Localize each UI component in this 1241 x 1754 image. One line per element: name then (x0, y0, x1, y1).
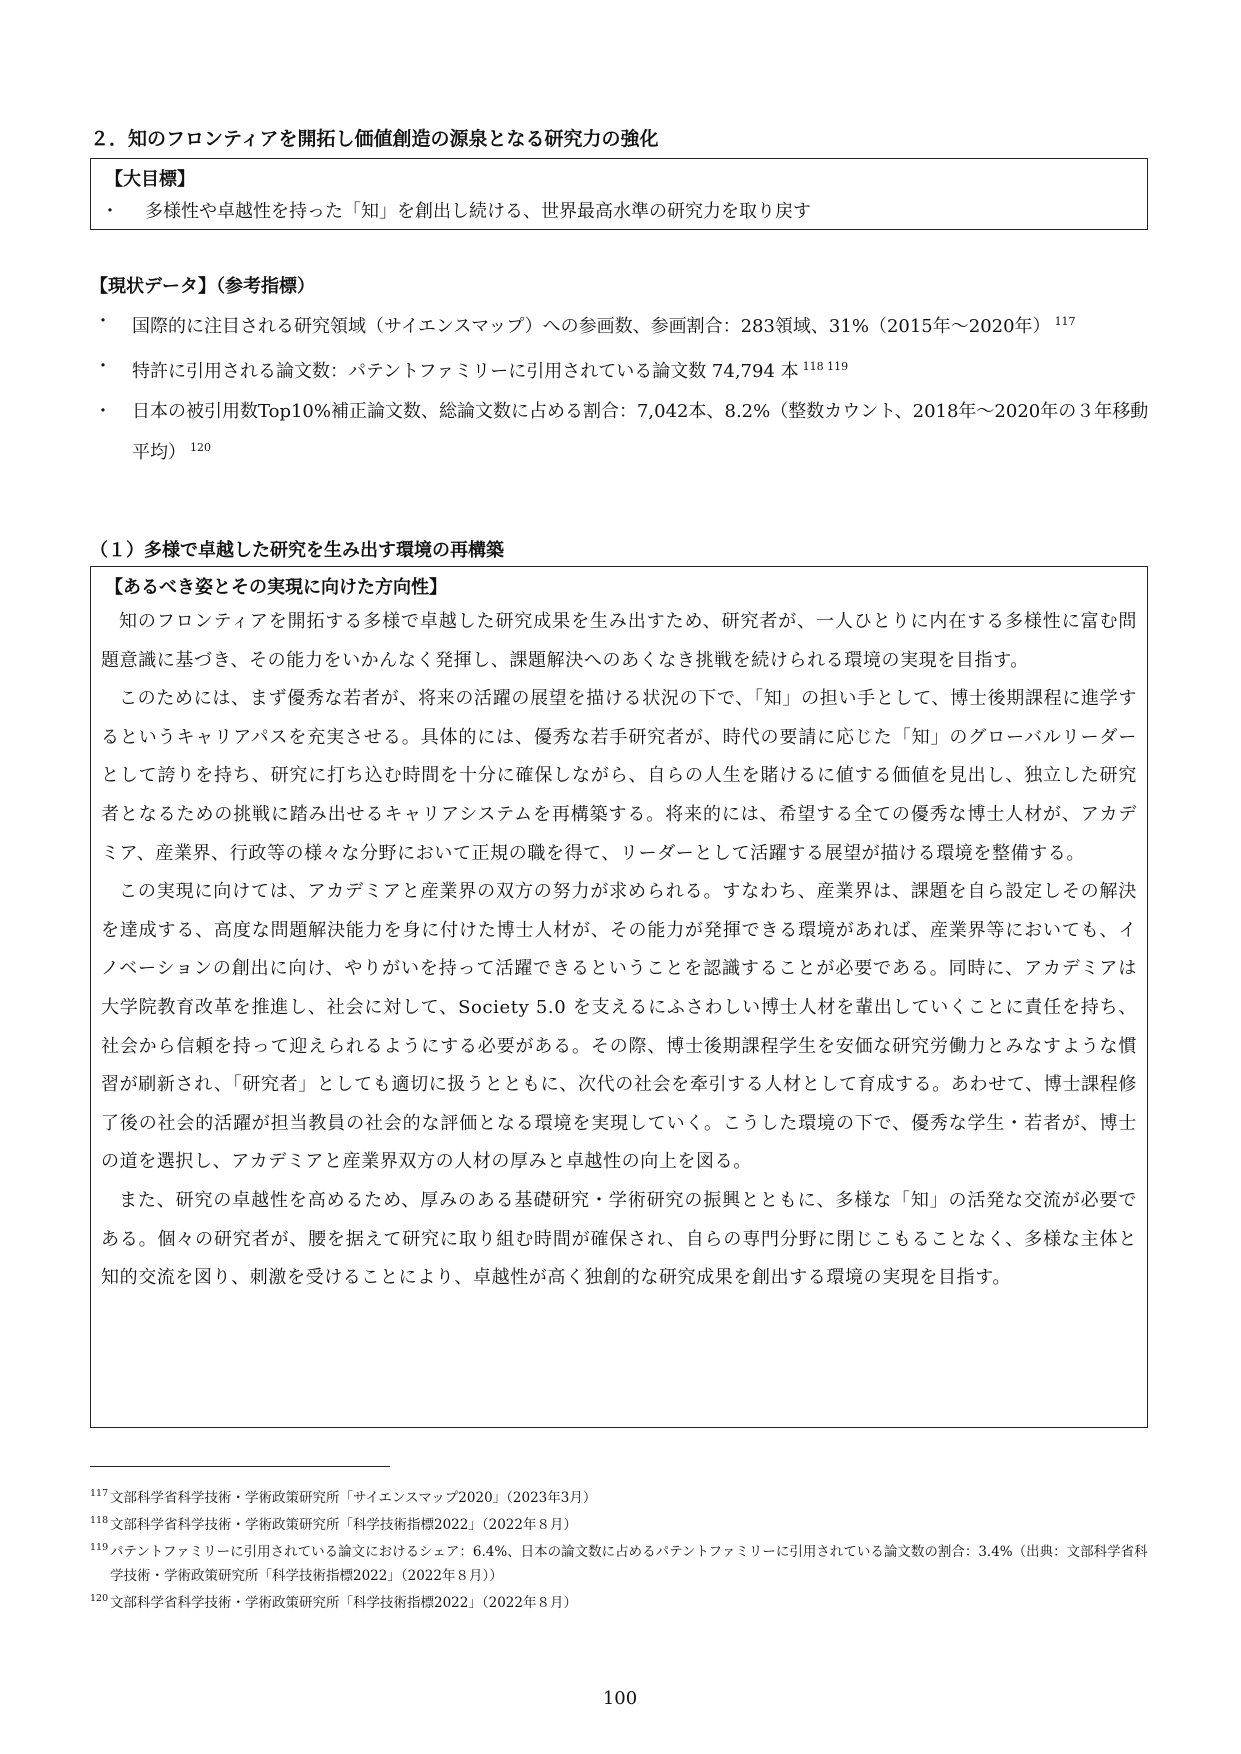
list-item (90, 394, 1150, 471)
list-item-text: 国際的に注目される研究領域（サイエンスマップ）への参画数、参画割合：283領域、31%（2015年〜2020年） (132, 316, 1051, 337)
footnote-number: 118 (90, 1515, 109, 1526)
footnote (90, 1513, 1150, 1537)
footnote-ref[interactable]: 118 119 (802, 360, 849, 373)
footnote-text: 文部科学省科学技術・学術政策研究所「科学技術指標2022」（2022年８月） (110, 1595, 577, 1611)
current-data-list (90, 304, 1150, 475)
footnote-text: 文部科学省科学技術・学術政策研究所「科学技術指標2022」（2022年８月） (110, 1517, 577, 1533)
footnote-ref[interactable]: 117 (1054, 315, 1076, 328)
footnote (90, 1591, 1150, 1615)
footnote-number: 119 (90, 1542, 109, 1553)
footnote (90, 1486, 1150, 1510)
paragraph: このためには、まず優秀な若者が、将来の活躍の展望を描ける状況の下で、「知」の担い手として、博士後期課程に進学するというキャリアパスを充実させる。具体的には、優秀な若手研究者が、時代の要請に応じた「知」のグローバルリーダーとして誇りを持ち、研究に打ち込む時間を十分に確保しながら、自らの人生を賭けるに値する価値を見出し、独立した研究者となるための挑戦に踏み出せるキャリアシステムを再構築する。将来的には、希望する全ての優秀な博士人材が、アカデミア、産業界、行政等の様々な分野において正規の職を得て、リーダーとして活躍する展望が描ける環境を整備する。 (101, 688, 1137, 864)
bullet: ・ (94, 356, 112, 377)
footnote-text: パテントファミリーに引用されている論文におけるシェア：6.4%、日本の論文数に占めるパテントファミリーに引用されている論文数の割合：3.4%（出典：文部科学省科学技術・学術政策研究所「科学技術指標2022」（2022年８月）） (110, 1544, 1148, 1584)
current-data-heading: 【現状データ】（参考指標） (90, 276, 315, 297)
list-item-text: 日本の被引用数Top10%補正論文数、総論文数に占める割合：7,042本、8.2%（整数カウント、2018年〜2020年の３年移動平均） (132, 401, 1149, 463)
vision-box-heading: 【あるべき姿とその実現に向けた方向性】 (105, 577, 447, 598)
bullet: ・ (94, 401, 112, 422)
bullet: ・ (94, 311, 112, 332)
paragraph: この実現に向けては、アカデミアと産業界の双方の努力が求められる。すなわち、産業界は、課題を自ら設定しその解決を達成する、高度な問題解決能力を身に付けた博士人材が、その能力が発揮できる環境があれば、産業界等においても、イノベーションの創出に向け、やりがいを持って活躍できるということを認識することが必要である。同時に、アカデミアは大学院教育改革を推進し、社会に対して、Society 5.0 を支えるにふさわしい博士人材を輩出していくことに責任を持ち、社会から信頼を持って迎えられるようにする必要がある。その際、博士後期課程学生を安価な研究労働力とみなすような慣習が刷新され、「研究者」としても適切に扱うとともに、次代の社会を牽引する人材として育成する。あわせて、博士課程修了後の社会的活躍が担当教員の社会的な評価となる環境を実現していく。こうした環境の下で、優秀な学生・若者が、博士の道を選択し、アカデミアと産業界双方の人材の厚みと卓越性の向上を図る。 (101, 881, 1137, 1173)
section-title: ２．知のフロンティアを開拓し価値創造の源泉となる研究力の強化 (90, 128, 659, 150)
footnote (90, 1540, 1150, 1588)
goal-item-text: 多様性や卓越性を持った「知」を創出し続ける、世界最高水準の研究力を取り戻す (145, 201, 811, 222)
footnote-ref[interactable]: 120 (190, 441, 211, 454)
list-item (90, 349, 1150, 390)
paragraph: 知のフロンティアを開拓する多様で卓越した研究成果を生み出すため、研究者が、一人ひとりに内在する多様性に富む問題意識に基づき、その能力をいかんなく発揮し、課題解決へのあくなき挑戦を続けられる環境の実現を目指す。 (101, 611, 1137, 671)
footnote-divider (90, 1466, 390, 1467)
page-number: 100 (602, 1688, 638, 1709)
list-item-text: 特許に引用される論文数：パテントファミリーに引用されている論文数 74,794 本 (132, 361, 799, 382)
subsection-title: （１）多様で卓越した研究を生み出す環境の再構築 (90, 540, 504, 561)
goal-item (101, 197, 811, 223)
footnote-number: 120 (90, 1593, 109, 1604)
vision-box (90, 566, 1148, 1428)
footnote-number: 117 (90, 1488, 109, 1499)
goal-box-heading: 【大目標】 (105, 169, 195, 190)
paragraph: また、研究の卓越性を高めるため、厚みのある基礎研究・学術研究の振興とともに、多様な「知」の活発な交流が必要である。個々の研究者が、腰を据えて研究に取り組む時間が確保され、自らの専門分野に閉じこもることなく、多様な主体と知的交流を図り、刺激を受けることにより、卓越性が高く独創的な研究成果を創出する環境の実現を目指す。 (101, 1189, 1137, 1289)
footnotes (90, 1486, 1150, 1618)
footnote-text: 文部科学省科学技術・学術政策研究所「サイエンスマップ2020」（2023年3月） (110, 1490, 597, 1506)
goal-box (90, 158, 1148, 230)
list-item (90, 304, 1150, 345)
bullet: ・ (101, 201, 119, 222)
